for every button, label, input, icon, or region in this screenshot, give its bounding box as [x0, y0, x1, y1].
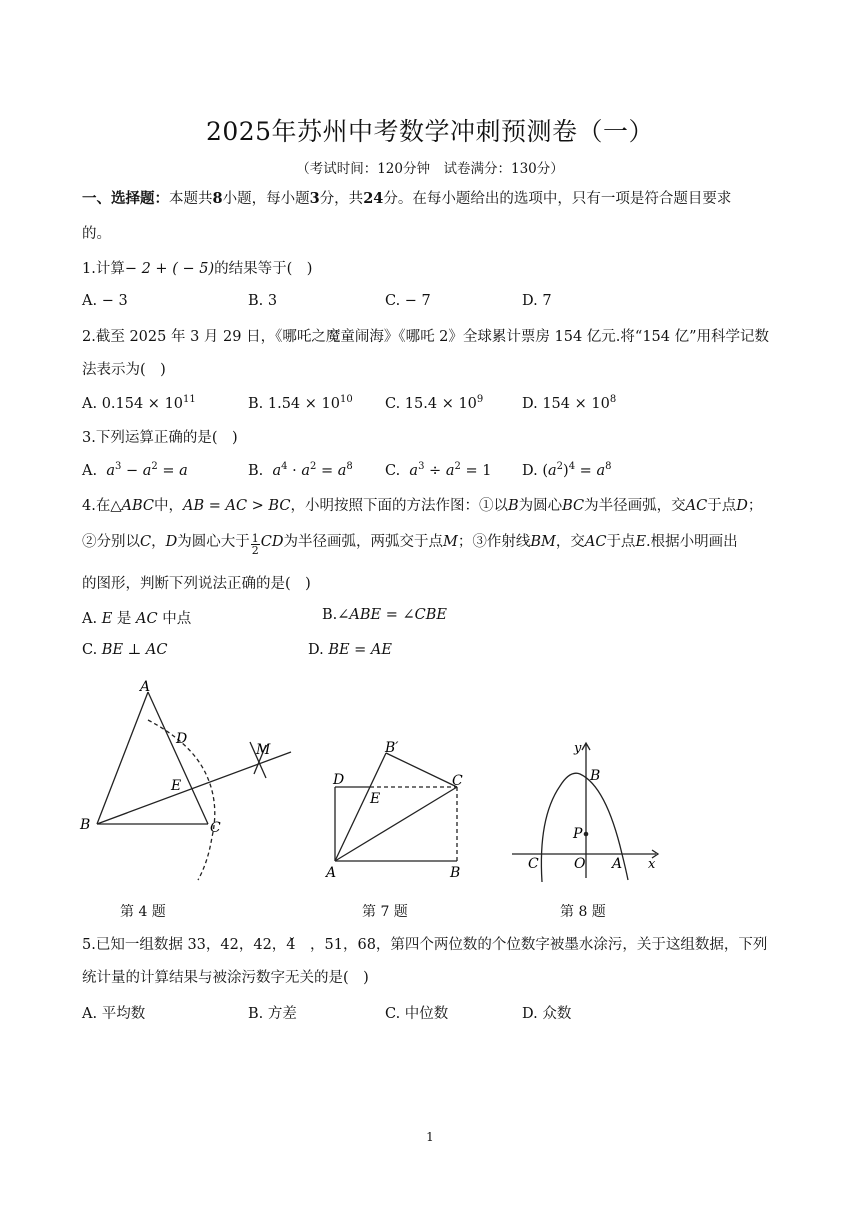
q5-option-b: B. 方差: [248, 1006, 297, 1022]
fig7-label-b: B: [450, 865, 461, 881]
q2-d-base: D. 154 × 10: [522, 396, 610, 412]
q4-text: 为半径画弧，交: [584, 498, 686, 514]
q3-option-a: A. $a^3 - a^2 = a$: [82, 461, 188, 479]
section-intro-line2: 的。: [82, 226, 111, 242]
q4-text: 中，: [154, 498, 183, 514]
q2-c-exp: 9: [476, 394, 484, 405]
page-title: 2025年苏州中考数学冲刺预测卷（一）: [205, 117, 655, 146]
q1-option-c: C. − 7: [385, 293, 431, 309]
q5-stem: 5.已知一组数据 33，42，42，4̌ ，51，68，第四个两位数的个位数字被墨水涂污，关于这组数据，下列: [82, 937, 768, 953]
q4-option-d: D. BE = AE: [308, 642, 392, 658]
figure-8: [506, 738, 666, 888]
fig8-label-c: C: [528, 856, 539, 872]
q4-math: AC: [584, 534, 607, 550]
q4-text: 于点: [606, 534, 636, 550]
fig8-caption: 第 8 题: [560, 904, 606, 920]
q2-stem-line2: 法表示为( ): [82, 362, 166, 378]
fig7-label-a: A: [326, 865, 337, 881]
q3-option-c: C. $a^3 \div a^2 = 1$: [385, 461, 492, 479]
fig8-label-y: y: [574, 741, 582, 756]
fig4-label-e: E: [171, 778, 182, 794]
intro-points-each: 3: [309, 190, 320, 207]
q1-stem: [82, 259, 312, 279]
fig7-label-c: C: [452, 773, 463, 789]
intro-text: 分。在每小题给出的选项中，只有一项是符合题目要求: [383, 191, 732, 207]
q4-option-c: C. BE ⊥ AC: [82, 642, 168, 658]
figure-7: [320, 732, 490, 882]
fig4-label-b: B: [80, 817, 91, 833]
q4-math: BM: [530, 534, 556, 550]
section-intro: [82, 189, 731, 209]
intro-count: 8: [212, 190, 223, 207]
intro-text: 本题共: [169, 191, 213, 207]
q4-math: C: [140, 534, 152, 550]
figure-4: [70, 672, 310, 892]
q4-math: ABC: [121, 498, 154, 514]
q3-option-d: D. $(a^2)^4 = a^8$: [522, 461, 612, 479]
q4-stem-line2: [82, 532, 738, 556]
section-heading: 一、选择题：: [82, 190, 169, 207]
q4-text: 为圆心: [518, 498, 563, 514]
q1-text: 1.计算: [82, 261, 125, 277]
q4-text: ，: [151, 534, 166, 550]
fig4-caption: 第 4 题: [120, 904, 166, 920]
q4-text: ，交: [555, 534, 585, 550]
q1-option-b: B. 3: [248, 293, 278, 309]
q1-option-d: D. 7: [522, 293, 552, 309]
q1-expression: − 2 + ( − 5): [124, 261, 215, 277]
q4-text: 为圆心大于: [177, 534, 250, 550]
q4-math: B: [507, 498, 519, 514]
fig8-label-a: A: [612, 856, 623, 872]
q2-stem: 2.截至 2025 年 3 月 29 日，《哪吒之魔童闹海》《哪吒 2》全球累计票房 154 亿元.将“154 亿”用科学记数: [82, 329, 770, 345]
page-number: 1: [426, 1130, 434, 1144]
fig7-label-b-prime: B′: [385, 740, 399, 756]
q3-option-b: B. $a^4 \cdot a^2 = a^8$: [248, 461, 353, 479]
fig7-label-d: D: [333, 772, 345, 788]
q2-option-d: [522, 394, 616, 412]
q1-text: 的结果等于( ): [214, 261, 313, 277]
q4-text: 为半径画弧，两弧交于点: [283, 534, 443, 550]
intro-text: 小题，每小题: [222, 191, 310, 207]
half-fraction: $\frac{1}{2}$: [251, 532, 259, 557]
fig8-point-p: [584, 832, 589, 837]
q4-math: D: [165, 534, 178, 550]
q4-text: ；: [747, 498, 763, 514]
q4-text: 于点: [707, 498, 737, 514]
q1-option-a: A. − 3: [82, 293, 128, 309]
q4-text: ；③作射线: [457, 534, 531, 550]
intro-points-total: 24: [363, 190, 384, 207]
q4-text: 4.在△: [82, 498, 122, 514]
q4-text: ，小明按照下面的方法作图：①以: [290, 498, 508, 514]
q5-option-c: C. 中位数: [385, 1006, 449, 1022]
fig8-label-b: B: [590, 768, 601, 784]
q2-a-exp: 11: [183, 394, 196, 405]
q5-option-d: D. 众数: [522, 1006, 572, 1022]
q4-option-a: A. E 是 AC 中点: [82, 611, 192, 627]
q4-math: D: [736, 498, 748, 514]
fig8-label-p: P: [573, 826, 583, 842]
q4-stem: [82, 496, 762, 516]
q2-b-base: B. 1.54 × 10: [248, 396, 340, 412]
intro-text: 分，共: [319, 191, 364, 207]
q4-math: E: [635, 534, 647, 550]
fig4-label-c: C: [210, 820, 221, 836]
q4-math: AB = AC > BC: [183, 498, 291, 514]
q2-option-c: [385, 394, 483, 412]
q2-c-base: C. 15.4 × 10: [385, 396, 477, 412]
q4-text: .根据小明画出: [646, 534, 738, 550]
exam-info: （考试时间：120分钟 试卷满分：130分）: [296, 161, 564, 177]
q5-option-a: A. 平均数: [82, 1006, 146, 1022]
q4-text: ②分别以: [82, 534, 140, 550]
q2-a-base: A. 0.154 × 10: [82, 396, 184, 412]
q4-math: AC: [685, 498, 708, 514]
q2-b-exp: 10: [339, 394, 353, 405]
q2-d-exp: 8: [609, 394, 617, 405]
fig8-label-o: O: [574, 856, 586, 872]
q4-math: CD: [260, 534, 284, 550]
fig7-label-e: E: [370, 791, 381, 807]
q5-stem-line2: 统计量的计算结果与被涂污数字无关的是( ): [82, 970, 369, 986]
q4-math: BC: [562, 498, 585, 514]
fig4-label-d: D: [176, 731, 188, 747]
fig4-label-m: M: [256, 742, 271, 758]
q2-option-a: [82, 394, 196, 412]
q3-stem: 3.下列运算正确的是( ): [82, 430, 238, 446]
q4-math: M: [442, 534, 458, 550]
fig8-label-x: x: [648, 857, 656, 872]
q4-stem-line3: 的图形，判断下列说法正确的是( ): [82, 576, 311, 592]
fig7-caption: 第 7 题: [362, 904, 408, 920]
fig4-label-a: A: [140, 679, 151, 695]
q2-option-b: [248, 394, 353, 412]
q4-option-b: B.∠ABE = ∠CBE: [322, 607, 447, 623]
